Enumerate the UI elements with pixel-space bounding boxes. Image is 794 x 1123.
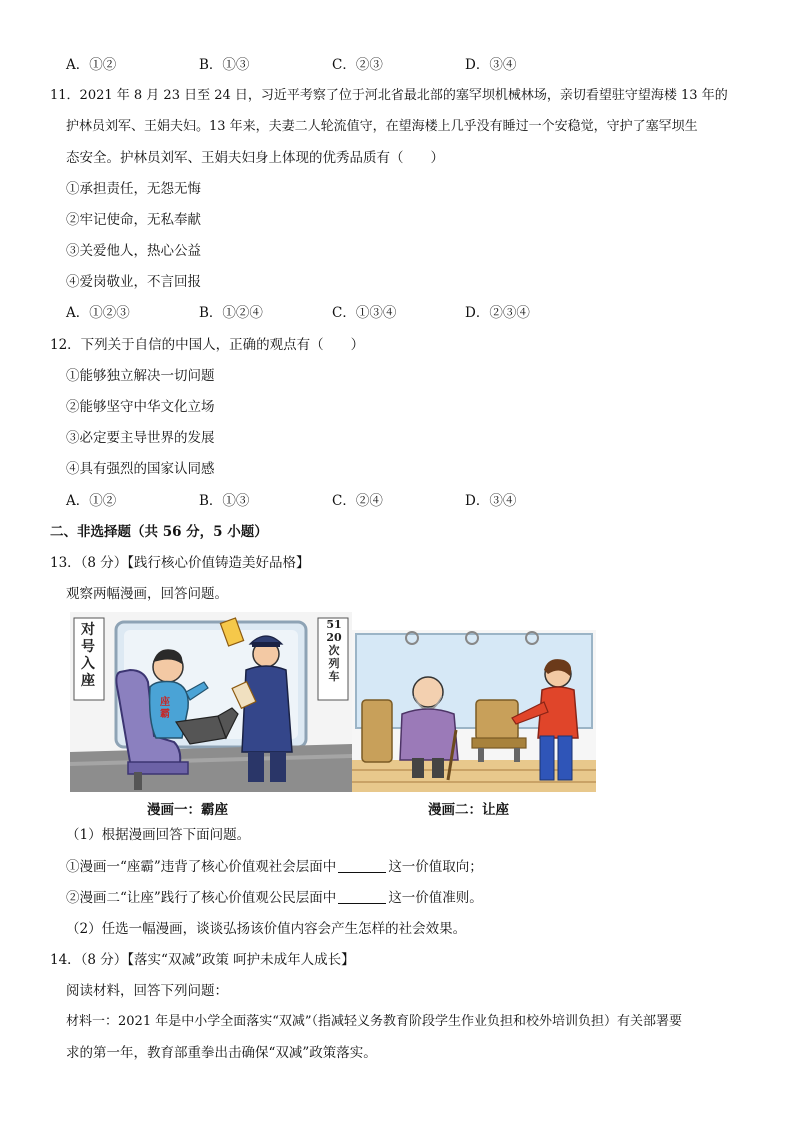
q11-stem-line-1: 11．2021 年 8 月 23 日至 24 日，习近平考察了位于河北省最北部的塞罕坝机械林场，亲切看望驻守望海楼 13 年的 — [50, 88, 728, 103]
q14-material-line-2: 求的第一年，教育部重拳出击确保“双减”政策落实。 — [66, 1045, 377, 1061]
q12-option-b[interactable]: B．①③ — [199, 493, 250, 509]
q12-item-1: ①能够独立解决一切问题 — [66, 368, 215, 384]
q12-option-d[interactable]: D．③④ — [465, 493, 517, 509]
q10-option-d[interactable]: D．③④ — [465, 57, 517, 73]
q11-item-4: ④爱岗敬业，不言回报 — [66, 274, 201, 290]
q13-sub1: （1）根据漫画回答下面问题。 — [66, 827, 251, 843]
comic-1-shirt-text: 座霸 — [160, 697, 170, 720]
q13-title: 13．（8 分）【践行核心价值铸造美好品格】 — [50, 555, 310, 571]
q13-blank-1[interactable] — [338, 858, 386, 873]
q14-title: 14．（8 分）【落实“双减”政策 呵护未成年人成长】 — [50, 952, 355, 968]
q13-sub1-b — [66, 888, 483, 908]
q12-item-2: ②能够坚守中华文化立场 — [66, 399, 215, 415]
q11-stem-line-3: 态安全。护林员刘军、王娟夫妇身上体现的优秀品质有（ ） — [66, 150, 444, 166]
q13-sub1-a-end: 这一价值取向； — [388, 859, 483, 875]
q12-item-3: ③必定要主导世界的发展 — [66, 430, 215, 446]
q11-option-d[interactable]: D．②③④ — [465, 305, 530, 321]
comic-1-seat-hogging — [70, 612, 352, 792]
q13-intro: 观察两幅漫画，回答问题。 — [66, 586, 228, 602]
comic-1-sign-left: 对号入座 — [81, 622, 95, 689]
q11-item-2: ②牢记使命，无私奉献 — [66, 212, 201, 228]
comic-1-caption: 漫画一：霸座 — [147, 802, 228, 818]
q12-option-c[interactable]: C．②④ — [332, 493, 383, 509]
q12-item-4: ④具有强烈的国家认同感 — [66, 461, 215, 477]
q13-sub1-b-end: 这一价值准则。 — [388, 890, 483, 906]
q13-blank-2[interactable] — [338, 889, 386, 904]
q12-option-a[interactable]: A．①② — [66, 493, 117, 509]
q10-option-c[interactable]: C．②③ — [332, 57, 383, 73]
comic-2-offering-seat — [352, 630, 596, 792]
q13-sub1-a — [66, 857, 483, 877]
q13-sub1-b-text: ②漫画二“让座”践行了核心价值观公民层面中 — [66, 890, 337, 906]
q10-option-a[interactable]: A．①② — [66, 57, 117, 73]
q11-option-c[interactable]: C．①③④ — [332, 305, 397, 321]
q11-item-1: ①承担责任，无怨无悔 — [66, 181, 201, 197]
q11-option-b[interactable]: B．①②④ — [199, 305, 263, 321]
comic-2-caption: 漫画二：让座 — [428, 802, 509, 818]
q11-item-3: ③关爱他人，热心公益 — [66, 243, 201, 259]
q11-option-a[interactable]: A．①②③ — [66, 305, 130, 321]
q12-stem: 12．下列关于自信的中国人，正确的观点有（ ） — [50, 337, 365, 353]
q11-stem-line-2: 护林员刘军、王娟夫妇。13 年来，夫妻二人轮流值守，在望海楼上几乎没有睡过一个安稳觉，守护了塞罕坝生 — [66, 119, 698, 134]
section-2-title: 二、非选择题（共 56 分，5 小题） — [50, 524, 268, 540]
q14-intro: 阅读材料，回答下列问题： — [66, 983, 228, 999]
q13-sub1-a-text: ①漫画一“座霸”违背了核心价值观社会层面中 — [66, 859, 337, 875]
q13-sub2: （2）任选一幅漫画，谈谈弘扬该价值内容会产生怎样的社会效果。 — [66, 921, 467, 937]
q14-material-line-1: 材料一：2021 年是中小学全面落实“双减”（指减轻义务教育阶段学生作业负担和校外培训负担）有关部署要 — [66, 1014, 683, 1029]
comic-1-sign-right: 5120次列车 — [326, 618, 342, 683]
q10-option-b[interactable]: B．①③ — [199, 57, 250, 73]
